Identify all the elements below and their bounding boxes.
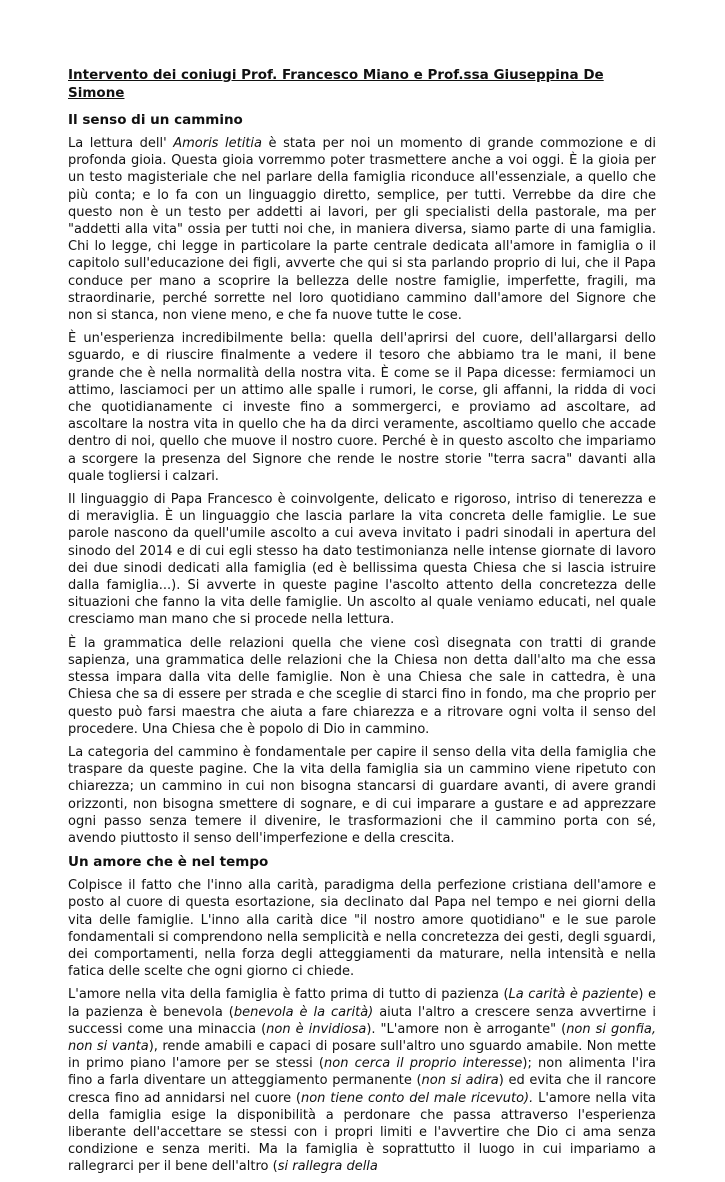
- text-segment: L'amore nella vita della famiglia è fatto prima di tutto di pazienza (: [68, 987, 509, 1003]
- body-paragraph: [68, 635, 656, 738]
- italic-text: Amoris letitia: [173, 136, 262, 151]
- text-segment: Colpisce il fatto che l'inno alla carità, paradigma della perfezione cristiana dell'amore e posto al cuore di questa esortazione, sia declinato dal Papa nel tempo e nei giorni della vita delle famiglie. L'inno alla carità dice "il nostro amore quotidiano" e le sue parole fondamentali si comprendono nella semplicità e nella concretezza dei gesti, degli sguardi, dei comportamenti, nella forza degli atteggiamenti da maturare, nella intensità e nella fatica delle scelte che ogni giorno ci chiede.: [68, 878, 656, 980]
- italic-text: non si gonfia, non si vanta: [68, 1021, 656, 1054]
- text-segment: ) ed evita che il rancore cresca fino ad annidarsi nel cuore (: [68, 1073, 656, 1106]
- italic-text: benevola è la carità): [233, 1004, 374, 1020]
- text-segment: ), rende amabili e capaci di posare sull'altro uno sguardo amabile. Non mette in primo piano l'amore per se stessi (: [68, 1038, 657, 1072]
- italic-text: La carità è paziente: [508, 987, 639, 1003]
- text-segment: è stata per noi un momento di grande commozione e di profonda gioia. Questa gioia vorremmo poter trasmettere anche a voi oggi. È la gioia per un testo magisteriale che nel parlare della famiglia riconduce all'essenziale, a quello che più conta; e lo fa con un linguaggio diretto, semplice, per tutti. Verrebbe da dire che questo non è un testo per addetti ai lavori, per gli specialisti della pastorale, ma per "addetti alla vita" ossia per tutti noi che, in maniera diversa, siamo parte di una famiglia. Chi lo legge, chi legge in particolare la parte centrale dedicata all'amore in famiglia o il capitolo sull'educazione dei figli, avverte che qui si sta parlando proprio di lui, che il Papa conduce per mano a scoprire la bellezza delle nostre famiglie, imperfette, fragili, ma straordinarie, perché sorrette nel loro quotidiano cammino dall'amore del Signore che non si stanca, non viene meno, e che fa nuove tutte le cose.: [68, 136, 656, 324]
- body-paragraph: [68, 135, 656, 324]
- body-paragraph: [68, 986, 656, 1175]
- section-heading: Un amore che è nel tempo: [68, 854, 269, 871]
- italic-text: non si adira: [421, 1073, 499, 1089]
- body-paragraph: [68, 744, 656, 847]
- body-paragraph: [68, 491, 656, 629]
- document-body: [68, 111, 656, 1176]
- text-segment: ); non alimenta l'ira fino a farla diventare un atteggiamento permanente (: [68, 1056, 656, 1089]
- text-segment: La categoria del cammino è fondamentale per capire il senso della vita della famiglia che traspare da queste pagine. Che la vita della famiglia sia un cammino viene ripetuto con chiarezza; un cammino in cui non bisogna stancarsi di guardare avanti, di avere grandi orizzonti, non bisogna smettere di sognare, e di cui imparare a gustare e ad apprezzare ogni passo senza temere il divenire, le trasformazioni che il cammino porta con sé, avendo piuttosto il senso dell'imperfezione e della crescita.: [68, 744, 656, 846]
- body-paragraph: [68, 330, 656, 485]
- text-segment: ) e la pazienza è benevola (: [68, 987, 656, 1020]
- text-segment: Il linguaggio di Papa Francesco è coinvolgente, delicato e rigoroso, intriso di tenerezza e di meraviglia. È un linguaggio che lascia parlare la vita concreta delle famiglie. Le sue parole nascono da quell'umile ascolto a cui aveva invitato i padri sinodali in apertura del sinodo del 2014 e di cui egli stesso ha dato testimonianza nelle intense giornate di lavoro dei due sinodi dedicati alla famiglia (ed è bellissima questa Chiesa che si lascia istruire dalla famiglia...). Si avverte in queste pagine l'ascolto attento della concretezza delle situazioni che fanno la vita delle famiglie. Un ascolto al quale veniamo educati, nel quale cresciamo man mano che si procede nella lettura.: [68, 492, 656, 628]
- text-segment: È un'esperienza incredibilmente bella: quella dell'aprirsi del cuore, dell'allargarsi dello sguardo, e di riuscire finalmente a vedere il tesoro che abbiamo tra le mani, il bene grande che è nella normalità della nostra vita. È come se il Papa dicesse: fermiamoci un attimo, lasciamoci per un attimo alle spalle i rumori, le corse, gli affanni, la ridda di voci che quotidianamente ci investe fino a sommergerci, e proviamo ad ascoltare, ad ascoltare la nostra vita in quello che ha da dirci veramente, ascoltiamo quello che accade dentro di noi, quello che muove il nostro cuore. Perché è in questo ascolto che impariamo a scorgere la presenza del Signore che rende le nostre storie "terra sacra" davanti alla quale togliersi i calzari.: [68, 331, 656, 484]
- text-segment: ). "L'amore non è arrogante" (: [366, 1021, 567, 1037]
- document-title: Intervento dei coniugi Prof. Francesco Miano e Prof.ssa Giuseppina De Simone: [68, 67, 604, 101]
- italic-text: non è invidiosa: [266, 1021, 367, 1037]
- italic-text: non tiene conto del male ricevuto).: [300, 1090, 534, 1106]
- text-segment: La lettura dell': [68, 136, 174, 151]
- text-segment: L'amore nella vita della famiglia esige la disponibilità a perdonare che passa attraverso l'esperienza liberante dell'accettare se stessi con i propri limiti e l'avvertire che Dio ci ama senza condizione e senza meriti. Ma la famiglia è soprattutto il luogo in cui impariamo a rallegrarci per il bene dell'altro (: [68, 1090, 656, 1175]
- text-segment: È la grammatica delle relazioni quella che viene così disegnata con tratti di grande sapienza, una grammatica delle relazioni che la Chiesa non detta dall'alto ma che essa stessa impara dalla vita delle famiglie. Non è una Chiesa che sale in cattedra, è una Chiesa che sa di essere per strada e che sceglie di starci fino in fondo, ma che proprio per questo può farsi maestra che aiuta a fare chiarezza e a ritrovare ogni volta il senso del procedere. Una Chiesa che è popolo di Dio in cammino.: [68, 635, 656, 737]
- document-page: [68, 66, 656, 1182]
- italic-text: si rallegra della: [277, 1159, 378, 1175]
- text-segment: aiuta l'altro a crescere senza avvertirne i successi come una minaccia (: [68, 1004, 656, 1037]
- section-heading: Il senso di un cammino: [68, 112, 243, 128]
- body-paragraph: [68, 877, 656, 980]
- italic-text: non cerca il proprio interesse: [324, 1056, 523, 1072]
